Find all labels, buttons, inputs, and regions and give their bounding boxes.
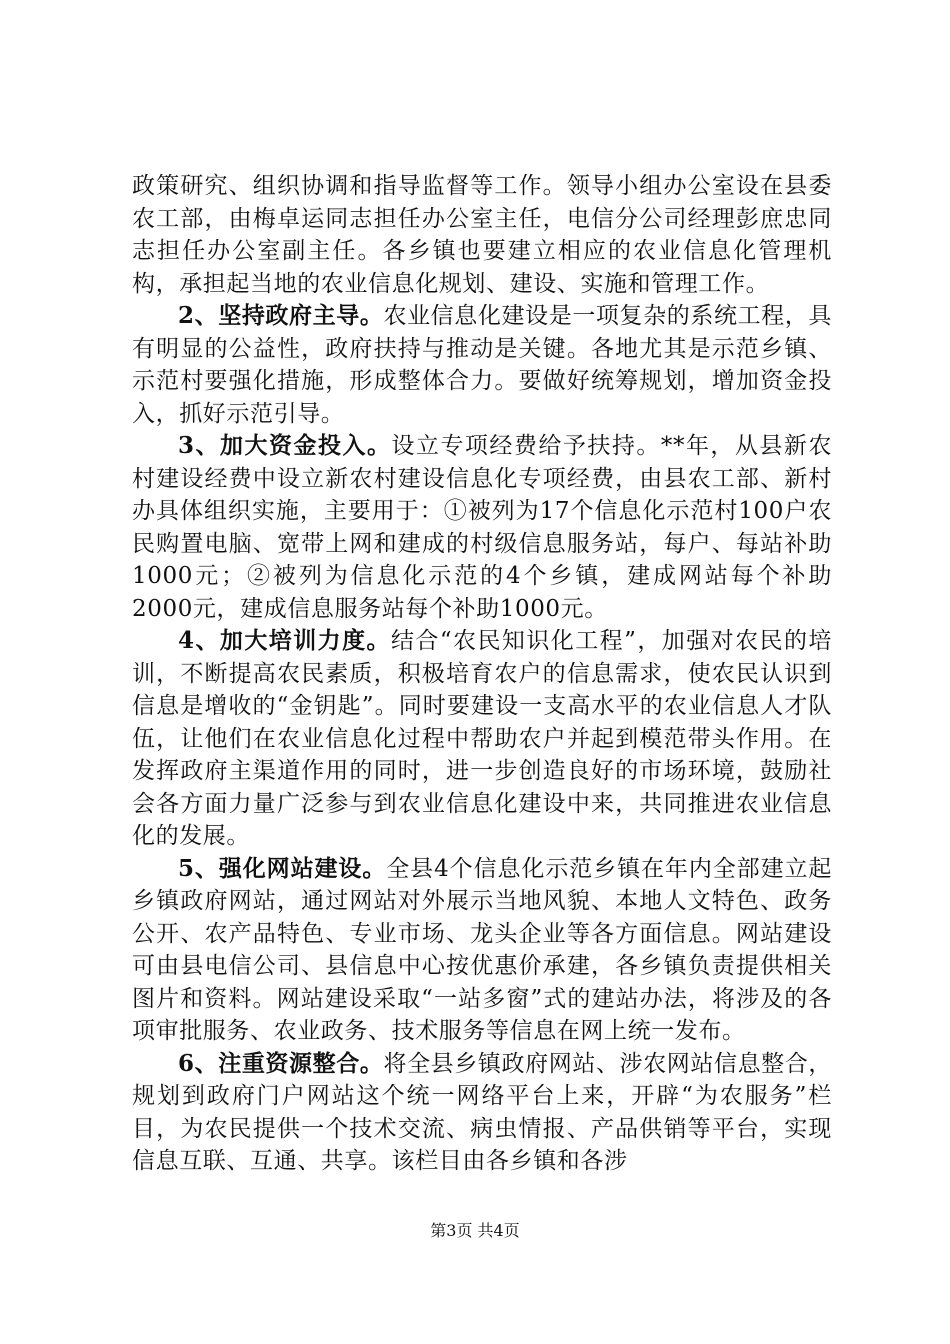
paragraph-body: 全县4个信息化示范乡镇在年内全部建立起乡镇政府网站，通过网站对外展示当地风貌、本地人文特色、政务公开、农产品特色、专业市场、龙头企业等各方面信息。网站建设可由县电信公司、县信息中心按优惠价承建，各乡镇负责提供相关图片和资料。网站建设采取“一站多窗”式的建站办法，将涉及的各项审批服务、农业政务、技术服务等信息在网上统一发布。 — [132, 855, 832, 1044]
paragraph-heading: 2、坚持政府主导。 — [178, 302, 384, 329]
paragraph-heading: 3、加大资金投入。 — [178, 432, 392, 459]
page-number-footer: 第3页 共4页 — [430, 1221, 520, 1240]
paragraph-body: 结合“农民知识化工程”，加强对农民的培训，不断提高农民素质，积极培育农户的信息需求，使农民认识到信息是增收的“金钥匙”。同时要建设一支高水平的农业信息人才队伍，让他们在农业信息化过程中帮助农户并起到模范带头作用。在发挥政府主渠道作用的同时，进一步创造良好的市场环境，鼓励社会各方面力量广泛参与到农业信息化建设中来，共同推进农业信息化的发展。 — [132, 628, 832, 849]
paragraph-heading: 4、加大培训力度。 — [178, 627, 391, 654]
paragraph-website — [132, 853, 832, 1048]
paragraph-training — [132, 625, 832, 853]
document-body — [132, 170, 832, 1178]
paragraph-funding — [132, 430, 832, 625]
paragraph-continuation — [132, 170, 832, 300]
paragraph-body: 政策研究、组织协调和指导监督等工作。领导小组办公室设在县委农工部，由梅卓运同志担任办公室主任，电信分公司经理彭庶忠同志担任办公室副主任。各乡镇也要建立相应的农业信息化管理机构，承担起当地的农业信息化规划、建设、实施和管理工作。 — [132, 173, 832, 297]
paragraph-government-lead — [132, 300, 832, 430]
paragraph-heading: 6、注重资源整合。 — [178, 1049, 384, 1077]
paragraph-body: 设立专项经费给予扶持。**年，从县新农村建设经费中设立新农村建设信息化专项经费，由县农工部、新村办具体组织实施，主要用于：①被列为17个信息化示范村100户农民购置电脑、宽带上网和建成的村级信息服务站，每户、每站补助1000元；②被列为信息化示范的4个乡镇，建成网站每个补助2000元，建成信息服务站每个补助1000元。 — [132, 433, 832, 622]
paragraph-heading: 5、强化网站建设。 — [178, 854, 387, 882]
paragraph-body: 农业信息化建设是一项复杂的系统工程，具有明显的公益性，政府扶持与推动是关键。各地尤其是示范乡镇、示范村要强化措施，形成整体合力。要做好统筹规划，增加资金投入，抓好示范引导。 — [132, 303, 832, 427]
paragraph-body: 将全县乡镇政府网站、涉农网站信息整合，规划到政府门户网站这个统一网络平台上来，开辟“为农服务”栏目，为农民提供一个技术交流、病虫情报、产品供销等平台，实现信息互联、互通、共享。该栏目由各乡镇和各涉 — [132, 1050, 832, 1174]
paragraph-resource-integration — [132, 1048, 832, 1178]
